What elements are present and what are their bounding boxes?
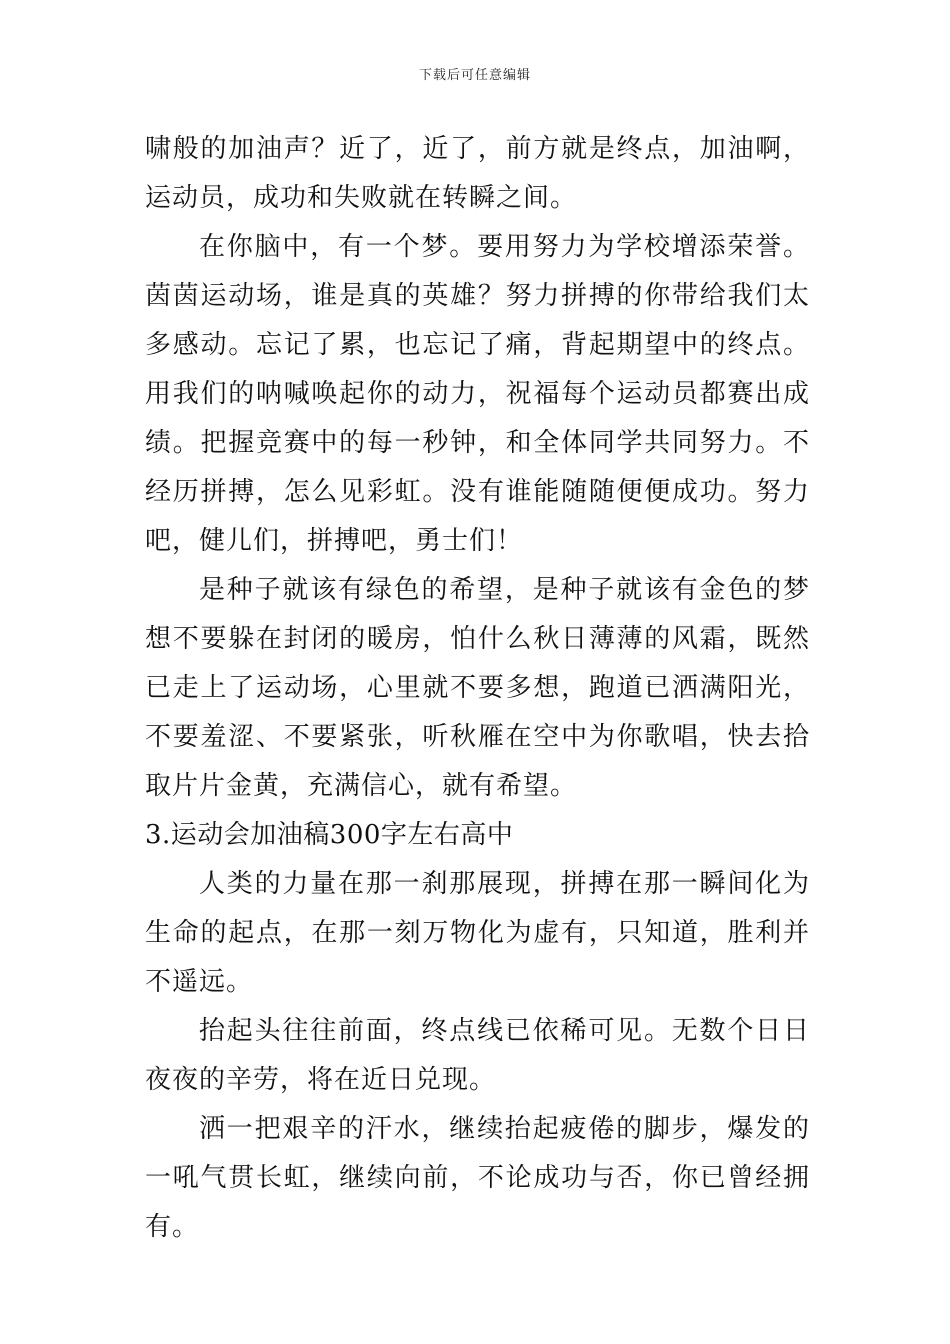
section-heading: 3.运动会加油稿300字左右高中 (145, 820, 514, 850)
paragraph-3: 是种子就该有绿色的希望，是种子就该有金色的梦想不要躲在封闭的暖房，怕什么秋日薄薄的风霜，既然已走上了运动场，心里就不要多想，跑道已洒满阳光，不要羞涩、不要紧张，听秋雁在空中为你歌唱，快去拾取片片金黄，充满信心，就有希望。 (145, 575, 810, 801)
page-header-note: 下载后可任意编辑 (418, 68, 531, 83)
paragraph-2: 在你脑中，有一个梦。要用努力为学校增添荣誉。茵茵运动场，谁是真的英雄？努力拼搏的你带给我们太多感动。忘记了累，也忘记了痛，背起期望中的终点。用我们的呐喊唤起你的动力，祝福每个运动员都赛出成绩。把握竞赛中的每一秒钟，和全体同学共同努力。不经历拼搏，怎么见彩虹。没有谁能随随便便成功。努力吧，健儿们，拼搏吧，勇士们！ (145, 232, 810, 556)
paragraph-1: 啸般的加油声？近了，近了，前方就是终点，加油啊，运动员，成功和失败就在转瞬之间。 (145, 134, 810, 213)
paragraph-6: 洒一把艰辛的汗水，继续抬起疲倦的脚步，爆发的一吼气贯长虹，继续向前，不论成功与否，你已曾经拥有。 (145, 1114, 810, 1242)
document-body (145, 125, 810, 1252)
paragraph-5: 抬起头往往前面，终点线已依稀可见。无数个日日夜夜的辛劳，将在近日兑现。 (145, 1016, 810, 1095)
paragraph-4: 人类的力量在那一刹那展现，拼搏在那一瞬间化为生命的起点，在那一刻万物化为虚有，只知道，胜利并不遥远。 (145, 869, 810, 997)
